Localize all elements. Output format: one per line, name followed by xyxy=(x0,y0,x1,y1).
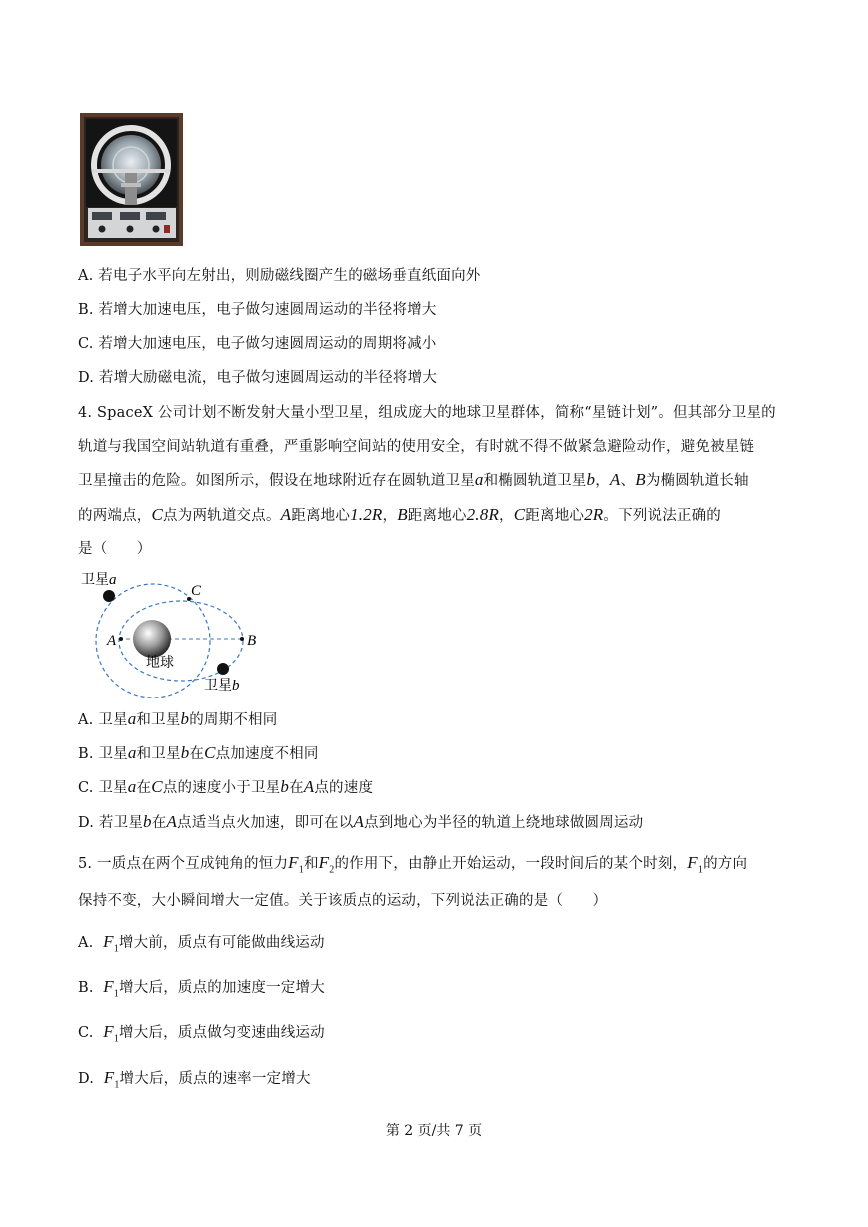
text: A. xyxy=(78,935,94,951)
text: F xyxy=(103,932,114,951)
q5-option-c xyxy=(78,1022,325,1049)
symbol: B xyxy=(635,470,646,489)
text: 距离地心 xyxy=(407,508,467,524)
symbol-f2 xyxy=(318,853,335,876)
text: 点为两轨道交点。 xyxy=(163,508,281,524)
q3-option-b: B. 若增大加速电压，电子做匀速圆周运动的半径将增大 xyxy=(78,302,437,318)
subscript: 1 xyxy=(113,1033,120,1045)
text: 点的速度小于卫星 xyxy=(162,780,281,796)
text: 和卫星 xyxy=(136,712,181,728)
subscript: 1 xyxy=(113,988,120,1000)
text: 和卫星 xyxy=(136,746,181,762)
symbol: b xyxy=(180,709,190,728)
text: F xyxy=(318,853,330,872)
q4-stem-line-4 xyxy=(78,505,721,526)
symbol: C xyxy=(204,743,216,762)
satellite-a-label: 卫星a xyxy=(81,572,117,588)
symbol: A xyxy=(166,812,178,831)
text: 距离地心 xyxy=(525,508,585,524)
text: 和 xyxy=(303,856,319,872)
text: 的方向 xyxy=(703,856,748,872)
q5-option-b xyxy=(78,977,325,1004)
q5-stem-line-2: 保持不变，大小瞬间增大一定值。关于该质点的运动，下列说法正确的是（ ） xyxy=(78,893,608,909)
subscript: 1 xyxy=(298,864,304,876)
satellite-b-label: 卫星b xyxy=(204,678,240,694)
satellite-a xyxy=(103,590,115,602)
electron-beam-apparatus-image xyxy=(80,113,183,246)
symbol: A xyxy=(609,470,621,489)
q4-option-d xyxy=(78,812,643,833)
subscript: 1 xyxy=(113,943,119,955)
q5-option-a xyxy=(78,932,325,959)
symbol-f1 xyxy=(103,977,120,1000)
subscript: 1 xyxy=(114,1079,120,1091)
text: 卫星撞击的危险。如图所示，假设在地球附近存在圆轨道卫星 xyxy=(78,473,475,489)
text: ， xyxy=(595,473,610,489)
label-a: A xyxy=(107,633,117,649)
text: 增大后，质点的速率一定增大 xyxy=(119,1071,311,1087)
q3-option-a: A. 若电子水平向左射出，则励磁线圈产生的磁场垂直纸面向外 xyxy=(78,268,481,284)
text: 点适当点火加速，即可在以 xyxy=(177,815,354,831)
text: 在 xyxy=(289,780,304,796)
symbol: C xyxy=(151,505,164,524)
q4-option-a xyxy=(78,709,277,730)
text: F xyxy=(103,1068,115,1087)
symbol: a xyxy=(127,709,137,728)
symbol: B xyxy=(397,505,408,524)
text: 增大前，质点有可能做曲线运动 xyxy=(118,935,325,951)
value: 1.2R xyxy=(350,505,383,524)
text: ， xyxy=(382,508,398,524)
symbol: A xyxy=(280,505,292,524)
text: 在 xyxy=(189,746,205,762)
q5-stem-line-1 xyxy=(78,853,747,880)
text: 和椭圆轨道卫星 xyxy=(483,473,587,489)
text: F xyxy=(687,853,698,872)
satellite-b xyxy=(217,663,229,675)
text: B. xyxy=(78,980,94,996)
symbol: b xyxy=(280,777,290,796)
q4-stem-line-1: 4. SpaceX 公司计划不断发射大量小型卫星，组成庞大的地球卫星群体，简称“星链计划”。但其部分卫星的 xyxy=(78,405,776,421)
text: 在 xyxy=(151,815,167,831)
text: A. 卫星 xyxy=(78,712,128,728)
earth-label: 地球 xyxy=(146,655,174,671)
text: C. xyxy=(78,1025,94,1041)
value: 2.8R xyxy=(466,505,500,524)
subscript: 1 xyxy=(697,864,704,876)
text: 点加速度不相同 xyxy=(215,746,319,762)
q4-stem-line-5: 是（ ） xyxy=(78,541,152,557)
symbol: A xyxy=(303,777,315,796)
symbol-f1 xyxy=(288,853,304,876)
q3-option-c: C. 若增大加速电压，电子做匀速圆周运动的周期将减小 xyxy=(78,336,437,352)
text: 的作用下，由静止开始运动，一段时间后的某个时刻， xyxy=(334,856,688,872)
symbol-f1 xyxy=(103,1068,120,1091)
text: ， xyxy=(499,508,514,524)
q4-stem-line-2: 轨道与我国空间站轨道有重叠，严重影响空间站的使用安全，有时就不得不做紧急避险动作，避免被星链 xyxy=(78,439,755,455)
text: D. 若卫星 xyxy=(78,815,144,831)
page-footer: 第 2 页/共 7 页 xyxy=(385,1123,483,1139)
symbol: b xyxy=(586,470,596,489)
text: 在 xyxy=(136,780,152,796)
symbol: b xyxy=(143,812,152,831)
text: 5. 一质点在两个互成钝角的恒力 xyxy=(78,856,289,872)
q5-option-d xyxy=(78,1068,311,1095)
symbol: a xyxy=(127,777,137,796)
text: F xyxy=(103,1022,114,1041)
q4-option-b xyxy=(78,743,319,764)
q3-option-d: D. 若增大励磁电流，电子做匀速圆周运动的半径将增大 xyxy=(78,370,438,386)
text: C. 卫星 xyxy=(78,780,128,796)
text: 的周期不相同 xyxy=(189,712,278,728)
symbol: a xyxy=(127,743,137,762)
text: 为椭圆轨道长轴 xyxy=(645,473,749,489)
text: F xyxy=(288,853,299,872)
text: B. 卫星 xyxy=(78,746,128,762)
symbol: a xyxy=(474,470,484,489)
text: 点的速度 xyxy=(314,780,374,796)
text: 。下列说法正确的 xyxy=(603,508,722,524)
symbol-f1 xyxy=(687,853,704,876)
symbol: A xyxy=(353,812,365,831)
subscript: 2 xyxy=(329,864,335,876)
value: 2R xyxy=(584,505,604,524)
point-a-marker xyxy=(119,637,123,641)
q4-option-c xyxy=(78,777,373,798)
text: 增大后，质点做匀变速曲线运动 xyxy=(119,1025,325,1041)
point-b-marker xyxy=(240,637,244,641)
earth xyxy=(133,620,171,658)
text: 增大后，质点的加速度一定增大 xyxy=(119,980,325,996)
symbol: b xyxy=(180,743,190,762)
text: 距离地心 xyxy=(291,508,351,524)
text: D. xyxy=(78,1071,95,1087)
text: 、 xyxy=(620,473,636,489)
orbit-diagram xyxy=(78,568,278,698)
q4-stem-line-3 xyxy=(78,470,749,491)
symbol: C xyxy=(151,777,163,796)
text: 的两端点， xyxy=(78,508,152,524)
symbol-f1 xyxy=(103,932,119,955)
label-c: C xyxy=(191,583,202,599)
text: F xyxy=(103,977,114,996)
symbol-f1 xyxy=(103,1022,120,1045)
symbol: C xyxy=(513,505,526,524)
label-b: B xyxy=(247,633,257,649)
text: 点到地心为半径的轨道上绕地球做圆周运动 xyxy=(364,815,644,831)
